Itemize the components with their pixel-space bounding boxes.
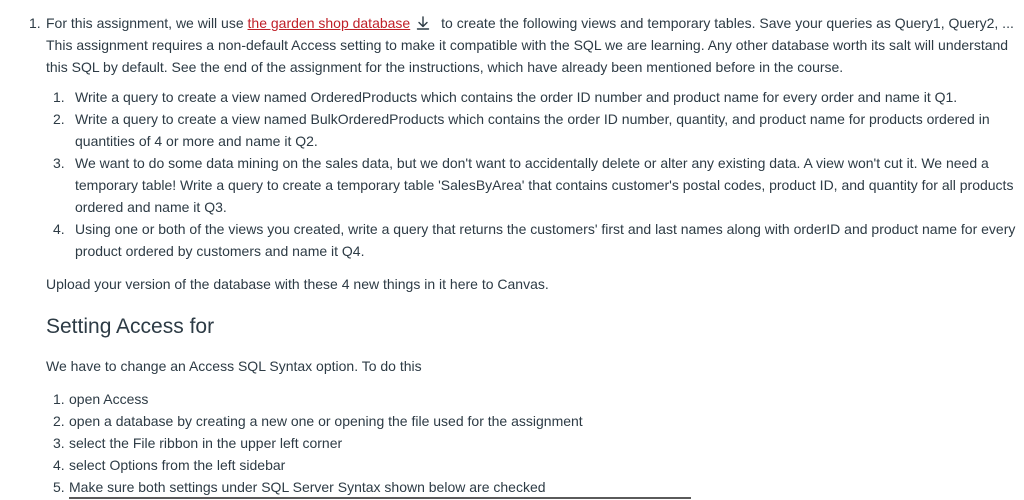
step-text: open a database by creating a new one or opening the file used for the assignment <box>69 413 583 429</box>
step-text: select the File ribbon in the upper left corner <box>69 435 343 451</box>
image-top-border <box>69 497 691 499</box>
section-heading: Setting Access for <box>46 315 215 338</box>
task-item <box>53 86 1019 108</box>
steps-list <box>53 388 583 498</box>
step-item <box>53 388 583 410</box>
upload-instruction: Upload your version of the database with these 4 new things in it here to Canvas. <box>46 276 549 292</box>
intro-text-before-link: For this assignment, we will use <box>46 15 248 31</box>
task-list <box>46 86 1019 262</box>
intro-text-after-link: to create the following views and temporary tables. Save your queries as Query1, Query2, ... This assignment requires a non-default Access setting to make it compatible with the SQL we are learning. Any other database worth its salt will understand this SQL by default. See the end of the assignment for the instructions, which have already been mentioned before in the course. <box>46 15 1014 75</box>
section-intro: We have to change an Access SQL Syntax option. To do this <box>46 358 422 374</box>
step-number: 2. <box>53 413 65 429</box>
step-item <box>53 410 583 432</box>
step-number: 5. <box>53 479 65 495</box>
task-item <box>53 218 1019 262</box>
step-number: 4. <box>53 457 65 473</box>
assignment-item <box>29 12 1019 295</box>
step-number: 3. <box>53 435 65 451</box>
download-icon[interactable] <box>415 15 431 31</box>
task-text: We want to do some data mining on the sales data, but we don't want to accidentally delete or alter any existing data. A view won't cut it. We need a temporary table! Write a query to create a temporary table 'SalesByArea' that contains customer's postal codes, product ID, and quantity for all products ordered and name it Q3. <box>75 155 1014 215</box>
assignment-item-number: 1. <box>29 15 41 31</box>
step-text: Make sure both settings under SQL Server Syntax shown below are checked <box>69 479 546 495</box>
garden-shop-database-link[interactable]: the garden shop database <box>247 15 411 31</box>
assignment-intro <box>46 12 1019 78</box>
task-number: 1. <box>53 89 65 105</box>
task-text: Using one or both of the views you created, write a query that returns the customers' first and last names along with orderID and product name for every product ordered by customers and name it Q4. <box>75 221 1016 259</box>
task-text: Write a query to create a view named BulkOrderedProducts which contains the order ID number, quantity, and product name for products ordered in quantities of 4 or more and name it Q2. <box>75 111 990 149</box>
task-item <box>53 152 1019 218</box>
step-text: select Options from the left sidebar <box>69 457 286 473</box>
task-number: 4. <box>53 221 65 237</box>
step-item <box>53 454 583 476</box>
task-item <box>53 108 1019 152</box>
assignment-item-body <box>46 12 1019 295</box>
step-item <box>53 432 583 454</box>
task-number: 3. <box>53 155 65 171</box>
task-text: Write a query to create a view named OrderedProducts which contains the order ID number and product name for every order and name it Q1. <box>75 89 958 105</box>
step-number: 1. <box>53 391 65 407</box>
step-item <box>53 476 583 498</box>
step-text: open Access <box>69 391 149 407</box>
task-number: 2. <box>53 111 65 127</box>
